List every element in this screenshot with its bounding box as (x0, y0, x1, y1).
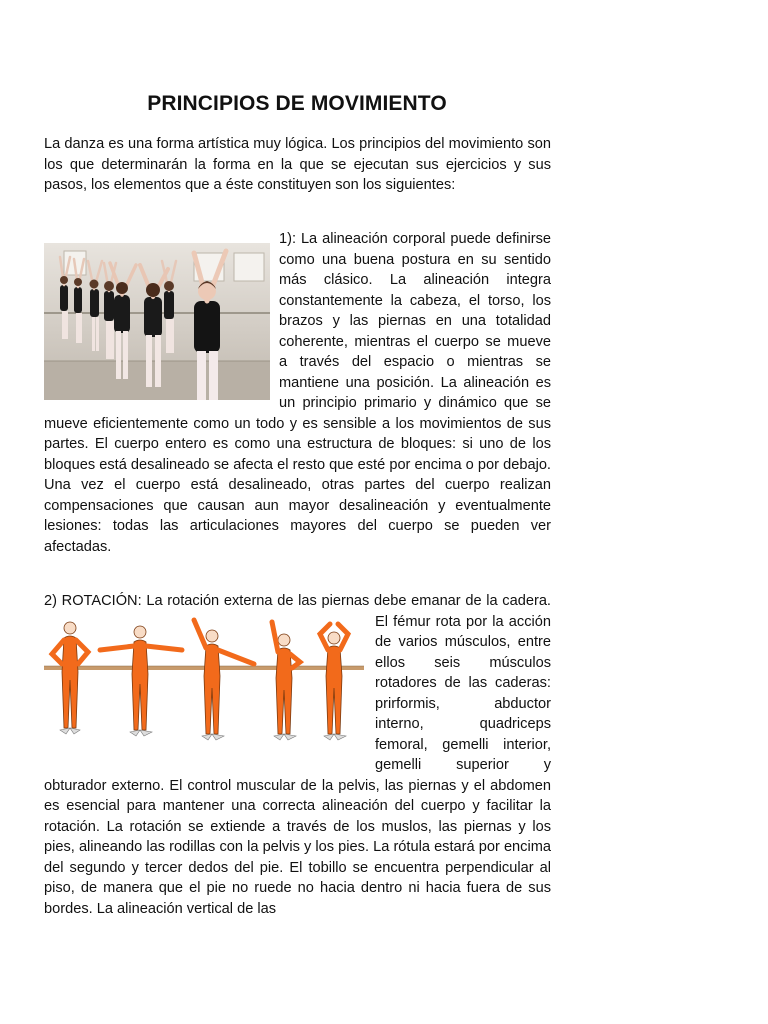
intro-paragraph: La danza es una forma artística muy lógica. Los principios del movimiento son los que determinarán la forma en la que se ejecutan sus ejercicios y sus pasos, los elementos que a éste constituyen son los siguientes: (44, 136, 551, 193)
barre-positions-illustration (44, 616, 364, 746)
alignment-paragraph: 1): La alineación corporal puede definirse como una buena postura en su sentido más clásico. La alineación integra constantemente la cabeza, el torso, los brazos y las piernas en una totalidad coherente, mientras el cuerpo se mueve a través del espacio o mientras se mantiene una posición. La alineación es un principio primario y dinámico que se mueve eficientemente como un todo y es sensible a los movimientos de sus partes. El cuerpo entero es como una estructura de bloques: si uno de los bloques está desalineado se afecta el resto que esté por encima o por debajo. Una vez el cuerpo está desalineado, otras partes del cuerpo realizan compensaciones que causan aun mayor desalineación y eventualmente lesiones: todas las articulaciones mayores del cuerpo se pueden ver afectadas. (44, 231, 551, 555)
ballet-class-photo (44, 243, 270, 400)
page-title: PRINCIPIOS DE MOVIMIENTO (147, 92, 447, 115)
rotation-paragraph: 2) ROTACIÓN: La rotación externa de las piernas debe emanar de la cadera. El fémur rota por la acción de varios músculos, entre ellos seis músculos rotadores de las caderas: prirformis, abductor interno, quadriceps femoral, gemelli interior, gemelli superior y obturador externo. El control muscular de la pelvis, las piernas y el abdomen es esencial para mantener una correcta alineación del cuerpo y facilitar la rotación. La rotación se extiende a través de los muslos, las piernas y los pies, alineando las rodillas con la pelvis y los pies. La rótula estará por encima del segundo y tercer dedos del pie. El tobillo se encuentra perpendicular al piso, de manera que el pie no ruede no hacia dentro ni hacia fuera de sus bordes. La alineación vertical de las (44, 593, 551, 917)
